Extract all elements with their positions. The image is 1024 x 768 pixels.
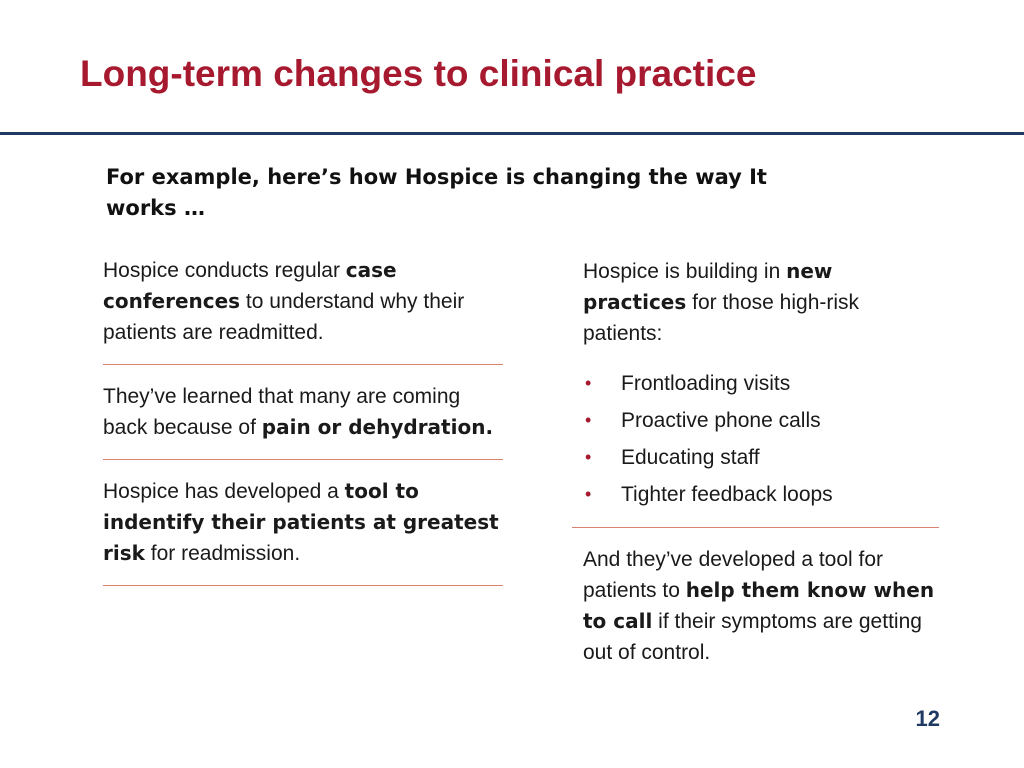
list-item bbox=[583, 439, 939, 476]
practices-list bbox=[572, 365, 939, 513]
list-item bbox=[583, 476, 939, 513]
patient-tool-block bbox=[572, 544, 939, 684]
list-item bbox=[583, 402, 939, 439]
block-emphasis: pain or dehydration. bbox=[261, 415, 494, 439]
block-text: Hospice is building in bbox=[583, 260, 787, 283]
block-text: Hospice conducts regular bbox=[103, 259, 346, 282]
block-text: Hospice has developed a bbox=[103, 480, 345, 503]
list-item-label: Educating staff bbox=[621, 446, 760, 469]
slide-title: Long-term changes to clinical practice bbox=[80, 53, 757, 94]
case-conferences-block bbox=[103, 255, 503, 364]
block-emphasis: case conferences bbox=[103, 258, 397, 313]
title-divider bbox=[0, 132, 1024, 135]
slide-subtitle: For example, here’s how Hospice is changing the way It works … bbox=[106, 165, 767, 220]
block-emphasis: help them know when to call bbox=[583, 578, 935, 633]
separator-line bbox=[103, 364, 503, 365]
bullet-icon: • bbox=[585, 410, 592, 430]
list-item-label: Proactive phone calls bbox=[621, 409, 821, 432]
bullet-icon: • bbox=[585, 447, 592, 467]
block-text: They’ve learned that many are coming back because of bbox=[103, 385, 461, 439]
block-text: for readmission. bbox=[144, 542, 301, 565]
readmission-causes-block bbox=[103, 381, 503, 459]
separator-line bbox=[103, 585, 503, 586]
block-text: if their symptoms are getting out of control. bbox=[583, 610, 922, 664]
block-text: for those high-risk patients: bbox=[583, 291, 860, 345]
page-number: 12 bbox=[915, 706, 940, 731]
list-item-label: Tighter feedback loops bbox=[621, 483, 833, 506]
block-emphasis: new practices bbox=[583, 259, 833, 314]
bullet-icon: • bbox=[585, 373, 592, 393]
block-text: And they’ve developed a tool for patients to bbox=[583, 548, 884, 602]
block-text: to understand why their patients are readmitted. bbox=[103, 290, 465, 344]
list-item-label: Frontloading visits bbox=[621, 372, 791, 395]
new-practices-block bbox=[572, 256, 939, 365]
risk-tool-block bbox=[103, 476, 503, 585]
separator-line bbox=[572, 527, 939, 528]
block-emphasis: tool to indentify their patients at greatest risk bbox=[103, 479, 499, 565]
separator-line bbox=[103, 459, 503, 460]
list-item bbox=[583, 365, 939, 402]
left-column bbox=[103, 255, 503, 602]
right-column bbox=[572, 256, 939, 684]
bullet-icon: • bbox=[585, 484, 592, 504]
